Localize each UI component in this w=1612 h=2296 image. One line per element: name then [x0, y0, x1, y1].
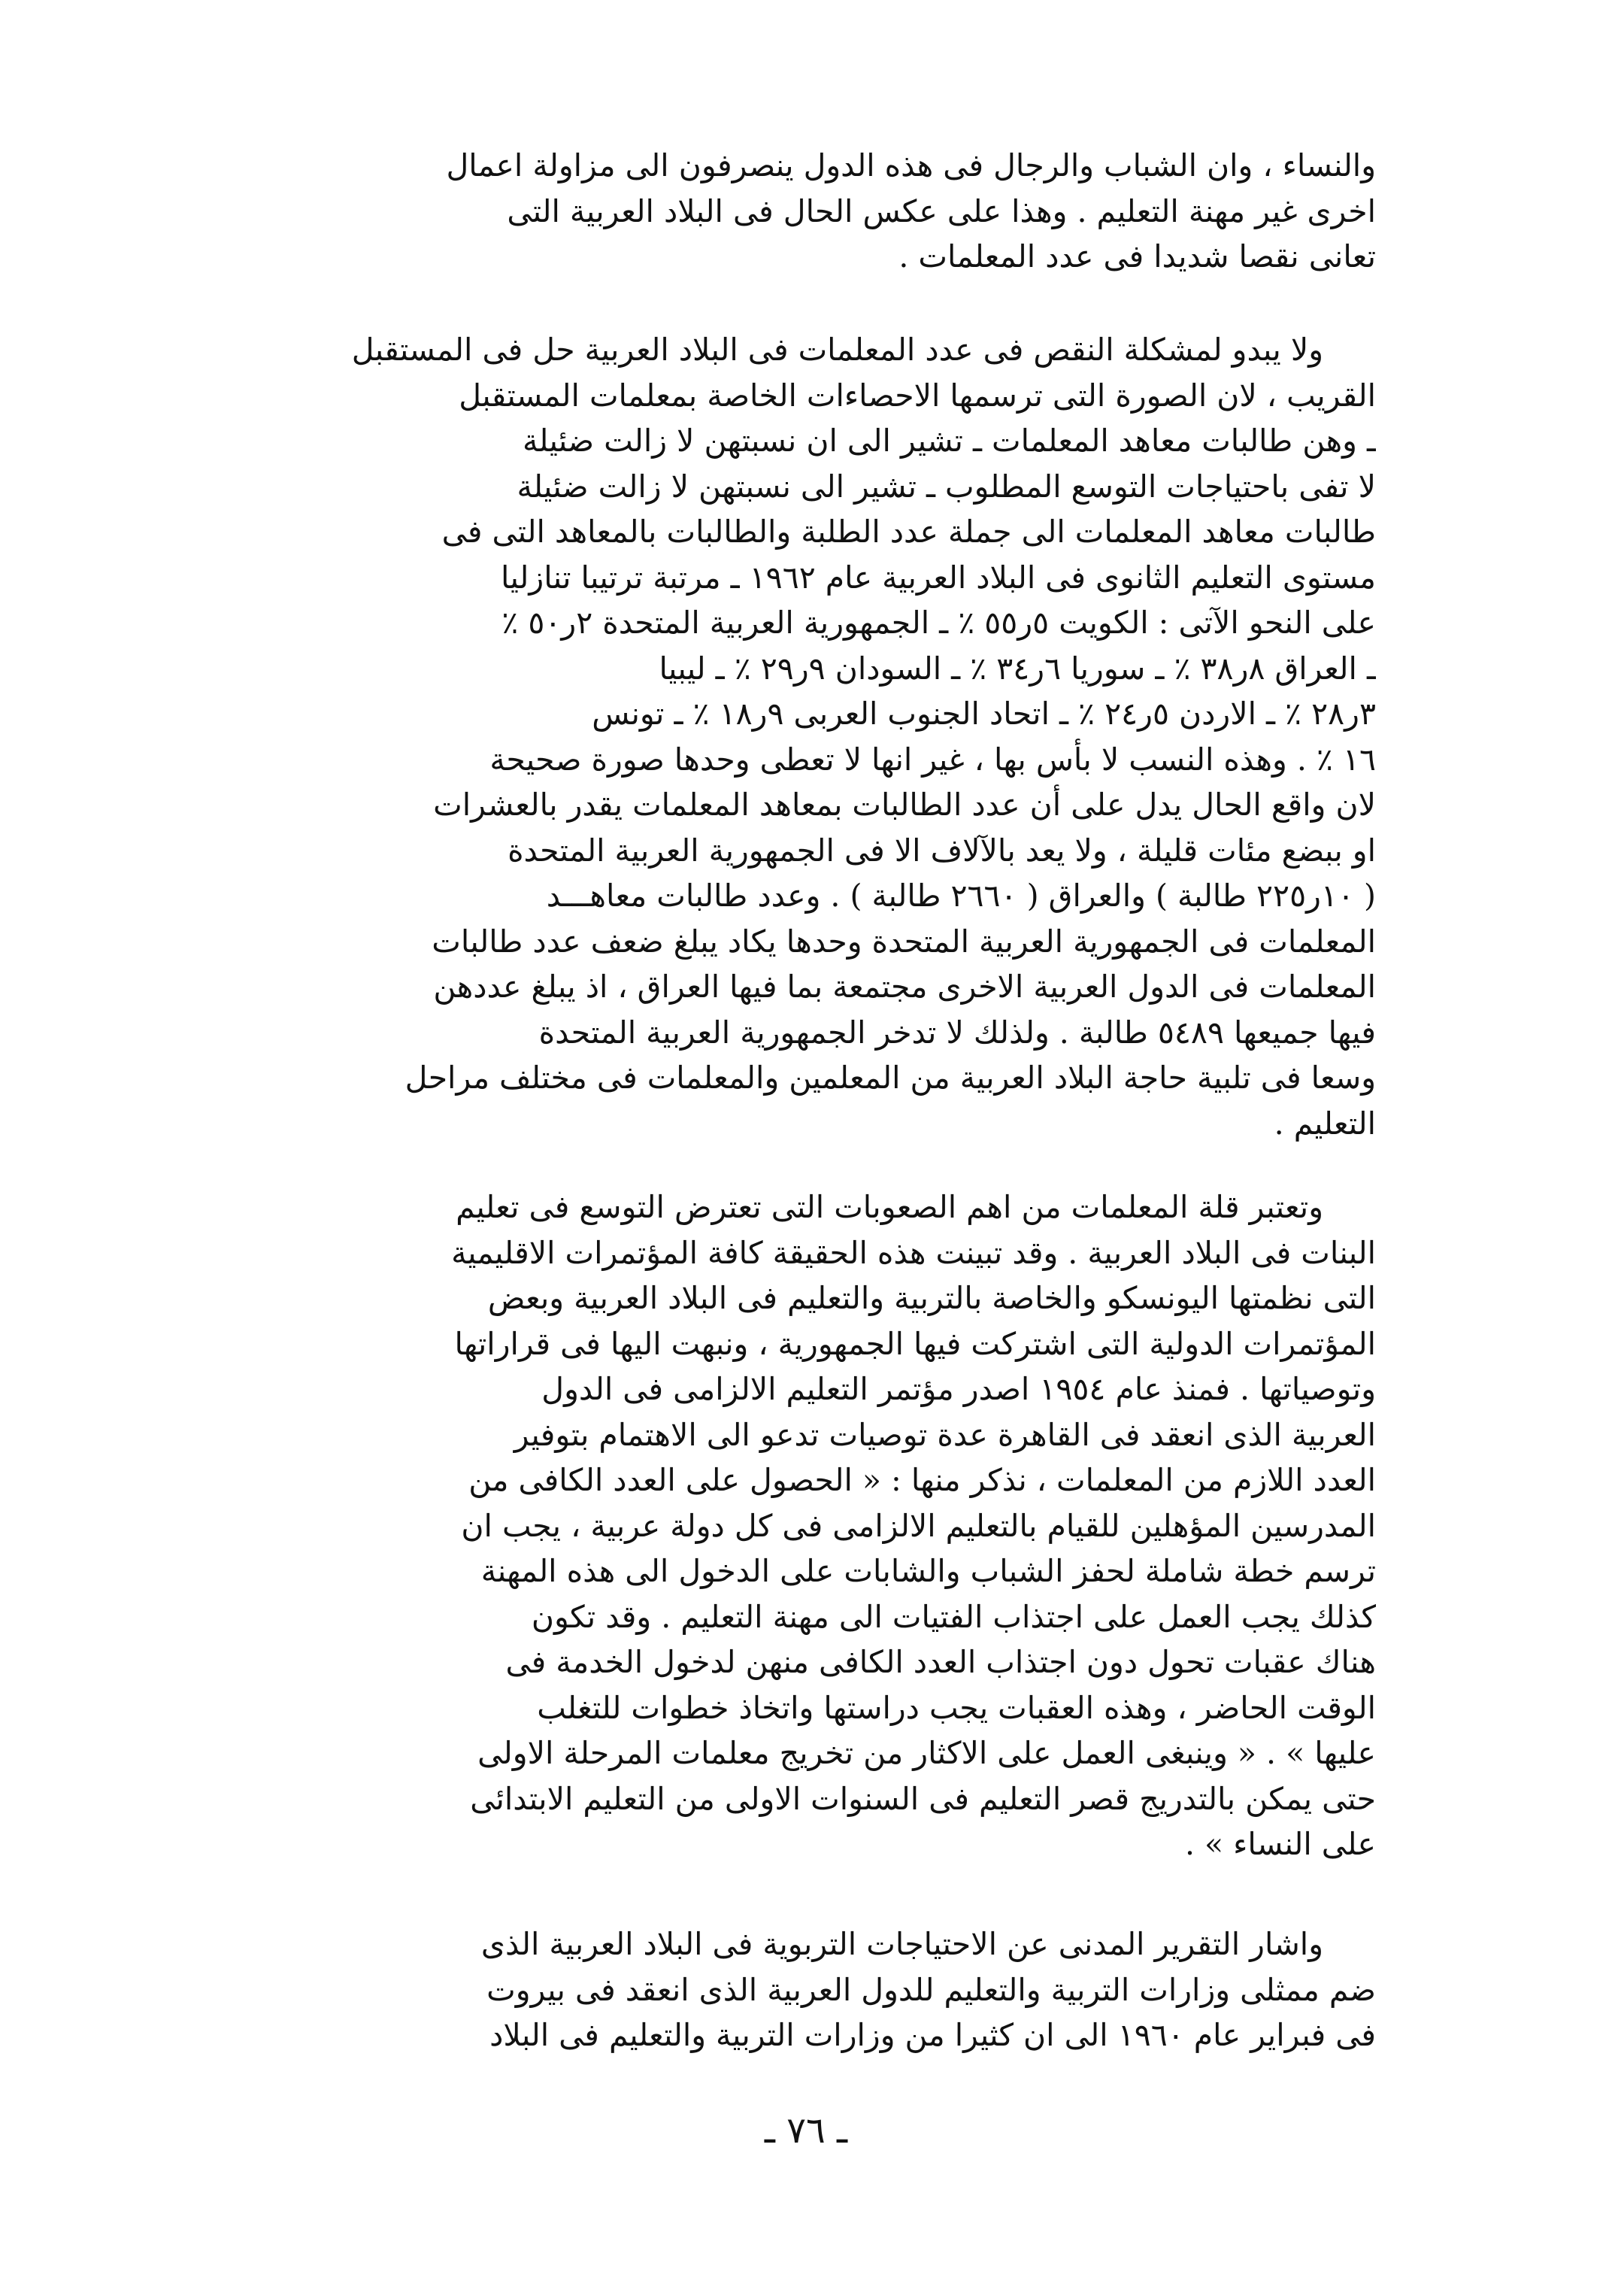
text-line: وتوصياتها . فمنذ عام ١٩٥٤ اصدر مؤتمر التعليم الالزامى فى الدول [541, 1371, 1376, 1407]
text-line: فيها جميعها ٥٤٨٩ طالبة . ولذلك لا تدخر الجمهورية العربية المتحدة [538, 1014, 1376, 1051]
text-line: المعلمات فى الدول العربية الاخرى مجتمعة بما فيها العراق ، اذ يبلغ عددهن [433, 969, 1376, 1005]
text-line: مستوى التعليم الثانوى فى البلاد العربية عام ١٩٦٢ ـ مرتبة ترتيبا تنازليا [501, 559, 1376, 596]
page-number: ـ ٧٦ ـ [764, 2109, 848, 2152]
paragraph-2 [226, 327, 1376, 1146]
paragraph-4 [226, 1921, 1376, 2058]
text-line: حتى يمكن بالتدريج قصر التعليم فى السنوات الاولى من التعليم الابتدائى [470, 1780, 1376, 1817]
text-line: العربية الذى انعقد فى القاهرة عدة توصيات تدعو الى الاهتمام بتوفير [514, 1416, 1376, 1453]
text-line: المعلمات فى الجمهورية العربية المتحدة وحدها يكاد يبلغ ضعف عدد طالبات [432, 923, 1376, 960]
text-line: عليها » . « وينبغى العمل على الاكثار من تخريج معلمات المرحلة الاولى [477, 1735, 1376, 1771]
text-line: وتعتبر قلة المعلمات من اهم الصعوبات التى تعترض التوسع فى تعليم [456, 1189, 1323, 1225]
text-line: العدد اللازم من المعلمات ، نذكر منها : « الحصول على العدد الكافى من [468, 1462, 1376, 1498]
text-line: ترسم خطة شاملة لحفز الشباب والشابات على الدخول الى هذه المهنة [480, 1553, 1376, 1589]
text-line: ـ العراق ٨ر٣٨ ٪ ـ سوريا ٦ر٣٤ ٪ ـ السودان ٩ر٢٩ ٪ ـ ليبيا [659, 650, 1376, 687]
text-line: ولا يبدو لمشكلة النقص فى عدد المعلمات فى البلاد العربية حل فى المستقبل [351, 332, 1323, 368]
text-line: فى فبراير عام ١٩٦٠ الى ان كثيرا من وزارات التربية والتعليم فى البلاد [489, 2017, 1376, 2053]
text-line: او ببضع مئات قليلة ، ولا يعد بالآلاف الا فى الجمهورية العربية المتحدة [508, 832, 1376, 869]
text-line: والنساء ، وان الشباب والرجال فى هذه الدول ينصرفون الى مزاولة اعمال [446, 147, 1376, 183]
text-line: البنات فى البلاد العربية . وقد تبينت هذه الحقيقة كافة المؤتمرات الاقليمية [451, 1234, 1376, 1271]
text-line: ـ وهن طالبات معاهد المعلمات ـ تشير الى ان نسبتهن لا زالت ضئيلة [522, 423, 1376, 459]
text-line: ١٦ ٪ . وهذه النسب لا بأس بها ، غير انها لا تعطى وحدها صورة صحيحة [489, 741, 1376, 778]
text-line: ( ١٠ر٢٢٥ طالبة ) والعراق ( ٢٦٦٠ طالبة ) . وعدد طالبات معاهـــد [546, 878, 1376, 914]
text-line: على النحو الآتى : الكويت ٥ر٥٥ ٪ ـ الجمهورية العربية المتحدة ٢ر٥٠ ٪ [501, 605, 1376, 641]
text-line: التى نظمتها اليونسكو والخاصة بالتربية والتعليم فى البلاد العربية وبعض [487, 1280, 1376, 1316]
text-line: لا تفى باحتياجات التوسع المطلوب ـ تشير الى نسبتهن لا زالت ضئيلة [517, 468, 1376, 505]
text-line: الوقت الحاضر ، وهذه العقبات يجب دراستها واتخاذ خطوات للتغلب [537, 1689, 1376, 1726]
text-line: تعانى نقصا شديدا فى عدد المعلمات . [898, 238, 1376, 274]
text-line: لان واقع الحال يدل على أن عدد الطالبات بمعاهد المعلمات يقدر بالعشرات [433, 787, 1376, 823]
text-line: التعليم . [1274, 1105, 1376, 1142]
text-line: كذلك يجب العمل على اجتذاب الفتيات الى مهنة التعليم . وقد تكون [531, 1598, 1376, 1635]
text-line: المؤتمرات الدولية التى اشتركت فيها الجمهورية ، ونبهت اليها فى قراراتها [454, 1325, 1376, 1362]
text-line: على النساء » . [1184, 1826, 1376, 1862]
text-line: وسعا فى تلبية حاجة البلاد العربية من المعلمين والمعلمات فى مختلف مراحل [405, 1060, 1376, 1096]
paragraph-3 [226, 1184, 1376, 1867]
text-line: طالبات معاهد المعلمات الى جملة عدد الطلبة والطالبات بالمعاهد التى فى [441, 514, 1376, 550]
text-line: ٣ر٢٨ ٪ ـ الاردن ٥ر٢٤ ٪ ـ اتحاد الجنوب العربى ٩ر١٨ ٪ ـ تونس [592, 696, 1376, 732]
text-line: القريب ، لان الصورة التى ترسمها الاحصاءات الخاصة بمعلمات المستقبل [459, 377, 1376, 414]
text-line: اخرى غير مهنة التعليم . وهذا على عكس الحال فى البلاد العربية التى [507, 193, 1376, 229]
text-line: هناك عقبات تحول دون اجتذاب العدد الكافى منهن لدخول الخدمة فى [505, 1644, 1376, 1680]
document-page [226, 135, 1376, 2151]
text-line: واشار التقرير المدنى عن الاحتياجات التربوية فى البلاد العربية الذى [480, 1926, 1323, 1962]
text-line: المدرسين المؤهلين للقيام بالتعليم الالزامى فى كل دولة عربية ، يجب ان [461, 1507, 1376, 1544]
text-line: ضم ممثلى وزارات التربية والتعليم للدول العربية الذى انعقد فى بيروت [486, 1971, 1376, 2008]
paragraph-1 [226, 143, 1376, 280]
